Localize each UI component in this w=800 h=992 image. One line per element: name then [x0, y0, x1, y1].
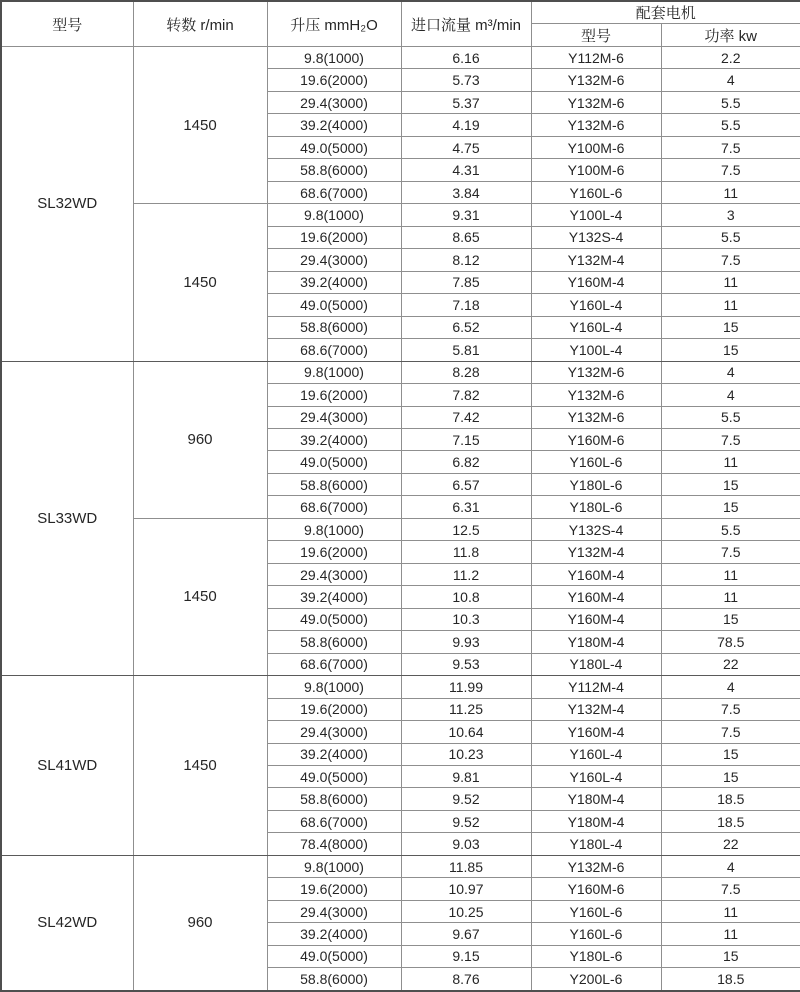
motor-model-cell: Y160M-4 — [531, 563, 661, 585]
pressure-cell: 49.0(5000) — [267, 294, 401, 316]
table-row — [1, 676, 800, 698]
motor-model-cell: Y100L-4 — [531, 204, 661, 226]
flow-cell: 9.53 — [401, 653, 531, 675]
pressure-cell: 9.8(1000) — [267, 361, 401, 383]
motor-model-cell: Y160M-4 — [531, 608, 661, 630]
speed-cell: 1450 — [133, 676, 267, 856]
pressure-cell: 58.8(6000) — [267, 159, 401, 181]
header-motor-group: 配套电机 — [531, 1, 800, 24]
table-body — [1, 47, 800, 992]
flow-cell: 3.84 — [401, 181, 531, 203]
flow-cell: 6.82 — [401, 451, 531, 473]
power-cell: 7.5 — [661, 136, 800, 158]
power-cell: 15 — [661, 339, 800, 361]
pressure-cell: 49.0(5000) — [267, 136, 401, 158]
motor-model-cell: Y200L-6 — [531, 968, 661, 991]
motor-model-cell: Y132M-6 — [531, 69, 661, 91]
motor-model-cell: Y132S-4 — [531, 518, 661, 540]
flow-cell: 12.5 — [401, 518, 531, 540]
power-cell: 15 — [661, 608, 800, 630]
pressure-cell: 68.6(7000) — [267, 181, 401, 203]
flow-cell: 10.23 — [401, 743, 531, 765]
pressure-cell: 19.6(2000) — [267, 226, 401, 248]
flow-cell: 5.37 — [401, 91, 531, 113]
pressure-cell: 78.4(8000) — [267, 833, 401, 855]
flow-cell: 8.28 — [401, 361, 531, 383]
model-cell: SL42WD — [1, 855, 133, 991]
speed-cell: 960 — [133, 361, 267, 518]
power-cell: 15 — [661, 743, 800, 765]
motor-model-cell: Y132M-6 — [531, 855, 661, 877]
power-cell: 7.5 — [661, 159, 800, 181]
pressure-cell: 68.6(7000) — [267, 653, 401, 675]
table-header — [1, 1, 800, 47]
flow-cell: 9.81 — [401, 766, 531, 788]
power-cell: 5.5 — [661, 226, 800, 248]
pressure-cell: 39.2(4000) — [267, 586, 401, 608]
motor-model-cell: Y180L-6 — [531, 473, 661, 495]
motor-model-cell: Y160L-6 — [531, 181, 661, 203]
power-cell: 15 — [661, 473, 800, 495]
flow-cell: 11.8 — [401, 541, 531, 563]
power-cell: 4 — [661, 855, 800, 877]
flow-cell: 10.97 — [401, 878, 531, 900]
motor-model-cell: Y160M-4 — [531, 271, 661, 293]
motor-model-cell: Y132M-6 — [531, 361, 661, 383]
flow-cell: 11.2 — [401, 563, 531, 585]
flow-cell: 7.42 — [401, 406, 531, 428]
power-cell: 7.5 — [661, 698, 800, 720]
power-cell: 5.5 — [661, 114, 800, 136]
power-cell: 5.5 — [661, 406, 800, 428]
pressure-cell: 68.6(7000) — [267, 339, 401, 361]
table-row — [1, 361, 800, 383]
power-cell: 15 — [661, 945, 800, 967]
power-cell: 7.5 — [661, 249, 800, 271]
pressure-cell: 9.8(1000) — [267, 204, 401, 226]
flow-cell: 9.52 — [401, 788, 531, 810]
pressure-cell: 29.4(3000) — [267, 249, 401, 271]
flow-cell: 7.82 — [401, 384, 531, 406]
pressure-cell: 58.8(6000) — [267, 968, 401, 991]
motor-model-cell: Y160M-4 — [531, 721, 661, 743]
power-cell: 18.5 — [661, 810, 800, 832]
motor-model-cell: Y132M-4 — [531, 698, 661, 720]
power-cell: 7.5 — [661, 428, 800, 450]
motor-model-cell: Y100L-4 — [531, 339, 661, 361]
power-cell: 15 — [661, 766, 800, 788]
power-cell: 11 — [661, 294, 800, 316]
motor-model-cell: Y160L-6 — [531, 451, 661, 473]
table-row — [1, 47, 800, 69]
pressure-cell: 19.6(2000) — [267, 384, 401, 406]
header-speed: 转数 r/min — [133, 1, 267, 47]
flow-cell: 5.73 — [401, 69, 531, 91]
motor-model-cell: Y132M-4 — [531, 541, 661, 563]
motor-model-cell: Y132M-6 — [531, 91, 661, 113]
pressure-cell: 39.2(4000) — [267, 271, 401, 293]
power-cell: 18.5 — [661, 788, 800, 810]
motor-model-cell: Y180M-4 — [531, 788, 661, 810]
power-cell: 4 — [661, 69, 800, 91]
pressure-cell: 49.0(5000) — [267, 608, 401, 630]
flow-cell: 10.64 — [401, 721, 531, 743]
speed-cell: 1450 — [133, 518, 267, 675]
power-cell: 7.5 — [661, 878, 800, 900]
pressure-cell: 39.2(4000) — [267, 743, 401, 765]
motor-model-cell: Y132M-6 — [531, 406, 661, 428]
power-cell: 11 — [661, 563, 800, 585]
pressure-cell: 49.0(5000) — [267, 766, 401, 788]
speed-cell: 1450 — [133, 47, 267, 204]
pressure-cell: 58.8(6000) — [267, 788, 401, 810]
motor-model-cell: Y180L-6 — [531, 496, 661, 518]
flow-cell: 4.75 — [401, 136, 531, 158]
header-model: 型号 — [1, 1, 133, 47]
power-cell: 5.5 — [661, 91, 800, 113]
pressure-cell: 68.6(7000) — [267, 496, 401, 518]
motor-model-cell: Y160L-4 — [531, 766, 661, 788]
motor-model-cell: Y132M-6 — [531, 114, 661, 136]
motor-model-cell: Y180M-4 — [531, 631, 661, 653]
model-cell: SL33WD — [1, 361, 133, 676]
header-motor-power: 功率 kw — [661, 24, 800, 47]
power-cell: 11 — [661, 181, 800, 203]
flow-cell: 8.65 — [401, 226, 531, 248]
flow-cell: 9.93 — [401, 631, 531, 653]
flow-cell: 5.81 — [401, 339, 531, 361]
flow-cell: 7.18 — [401, 294, 531, 316]
header-pressure: 升压 mmH₂O — [267, 1, 401, 47]
header-flow: 进口流量 m³/min — [401, 1, 531, 47]
flow-cell: 11.99 — [401, 676, 531, 698]
pressure-cell: 9.8(1000) — [267, 47, 401, 69]
model-cell: SL41WD — [1, 676, 133, 856]
header-motor-model: 型号 — [531, 24, 661, 47]
pressure-cell: 49.0(5000) — [267, 451, 401, 473]
power-cell: 18.5 — [661, 968, 800, 991]
flow-cell: 4.31 — [401, 159, 531, 181]
motor-model-cell: Y160M-6 — [531, 878, 661, 900]
flow-cell: 10.25 — [401, 900, 531, 922]
power-cell: 22 — [661, 653, 800, 675]
flow-cell: 6.16 — [401, 47, 531, 69]
flow-cell: 6.31 — [401, 496, 531, 518]
flow-cell: 9.67 — [401, 923, 531, 945]
motor-model-cell: Y180L-4 — [531, 653, 661, 675]
pressure-cell: 39.2(4000) — [267, 428, 401, 450]
pressure-cell: 29.4(3000) — [267, 900, 401, 922]
flow-cell: 9.31 — [401, 204, 531, 226]
flow-cell: 4.19 — [401, 114, 531, 136]
power-cell: 15 — [661, 316, 800, 338]
pressure-cell: 39.2(4000) — [267, 114, 401, 136]
flow-cell: 6.52 — [401, 316, 531, 338]
flow-cell: 8.12 — [401, 249, 531, 271]
pressure-cell: 9.8(1000) — [267, 855, 401, 877]
motor-model-cell: Y180L-6 — [531, 945, 661, 967]
power-cell: 7.5 — [661, 721, 800, 743]
motor-model-cell: Y100M-6 — [531, 136, 661, 158]
speed-cell: 960 — [133, 855, 267, 991]
pressure-cell: 29.4(3000) — [267, 91, 401, 113]
model-cell: SL32WD — [1, 47, 133, 362]
power-cell: 11 — [661, 586, 800, 608]
header-row-1 — [1, 1, 800, 24]
motor-model-cell: Y132M-4 — [531, 249, 661, 271]
flow-cell: 7.15 — [401, 428, 531, 450]
pressure-cell: 29.4(3000) — [267, 563, 401, 585]
motor-model-cell: Y100M-6 — [531, 159, 661, 181]
power-cell: 11 — [661, 900, 800, 922]
motor-model-cell: Y160L-4 — [531, 316, 661, 338]
pressure-cell: 9.8(1000) — [267, 676, 401, 698]
motor-model-cell: Y132M-6 — [531, 384, 661, 406]
pressure-cell: 58.8(6000) — [267, 316, 401, 338]
motor-model-cell: Y160L-4 — [531, 294, 661, 316]
pressure-cell: 29.4(3000) — [267, 721, 401, 743]
power-cell: 2.2 — [661, 47, 800, 69]
motor-model-cell: Y180L-4 — [531, 833, 661, 855]
flow-cell: 10.3 — [401, 608, 531, 630]
power-cell: 3 — [661, 204, 800, 226]
motor-model-cell: Y180M-4 — [531, 810, 661, 832]
power-cell: 5.5 — [661, 518, 800, 540]
motor-model-cell: Y112M-6 — [531, 47, 661, 69]
flow-cell: 11.85 — [401, 855, 531, 877]
motor-model-cell: Y160L-6 — [531, 923, 661, 945]
flow-cell: 9.15 — [401, 945, 531, 967]
flow-cell: 6.57 — [401, 473, 531, 495]
speed-cell: 1450 — [133, 204, 267, 361]
pressure-cell: 19.6(2000) — [267, 698, 401, 720]
flow-cell: 11.25 — [401, 698, 531, 720]
flow-cell: 9.52 — [401, 810, 531, 832]
power-cell: 4 — [661, 361, 800, 383]
power-cell: 22 — [661, 833, 800, 855]
pressure-cell: 49.0(5000) — [267, 945, 401, 967]
power-cell: 11 — [661, 271, 800, 293]
motor-model-cell: Y160L-4 — [531, 743, 661, 765]
power-cell: 11 — [661, 451, 800, 473]
pressure-cell: 68.6(7000) — [267, 810, 401, 832]
flow-cell: 9.03 — [401, 833, 531, 855]
motor-model-cell: Y112M-4 — [531, 676, 661, 698]
flow-cell: 8.76 — [401, 968, 531, 991]
flow-cell: 7.85 — [401, 271, 531, 293]
power-cell: 11 — [661, 923, 800, 945]
motor-model-cell: Y132S-4 — [531, 226, 661, 248]
motor-model-cell: Y160L-6 — [531, 900, 661, 922]
pressure-cell: 9.8(1000) — [267, 518, 401, 540]
pressure-cell: 58.8(6000) — [267, 631, 401, 653]
pressure-cell: 58.8(6000) — [267, 473, 401, 495]
pressure-cell: 19.6(2000) — [267, 541, 401, 563]
pressure-cell: 29.4(3000) — [267, 406, 401, 428]
pressure-cell: 39.2(4000) — [267, 923, 401, 945]
power-cell: 78.5 — [661, 631, 800, 653]
power-cell: 4 — [661, 676, 800, 698]
pressure-cell: 19.6(2000) — [267, 878, 401, 900]
pressure-cell: 19.6(2000) — [267, 69, 401, 91]
table-row — [1, 855, 800, 877]
power-cell: 4 — [661, 384, 800, 406]
flow-cell: 10.8 — [401, 586, 531, 608]
motor-model-cell: Y160M-6 — [531, 428, 661, 450]
motor-model-cell: Y160M-4 — [531, 586, 661, 608]
power-cell: 15 — [661, 496, 800, 518]
power-cell: 7.5 — [661, 541, 800, 563]
